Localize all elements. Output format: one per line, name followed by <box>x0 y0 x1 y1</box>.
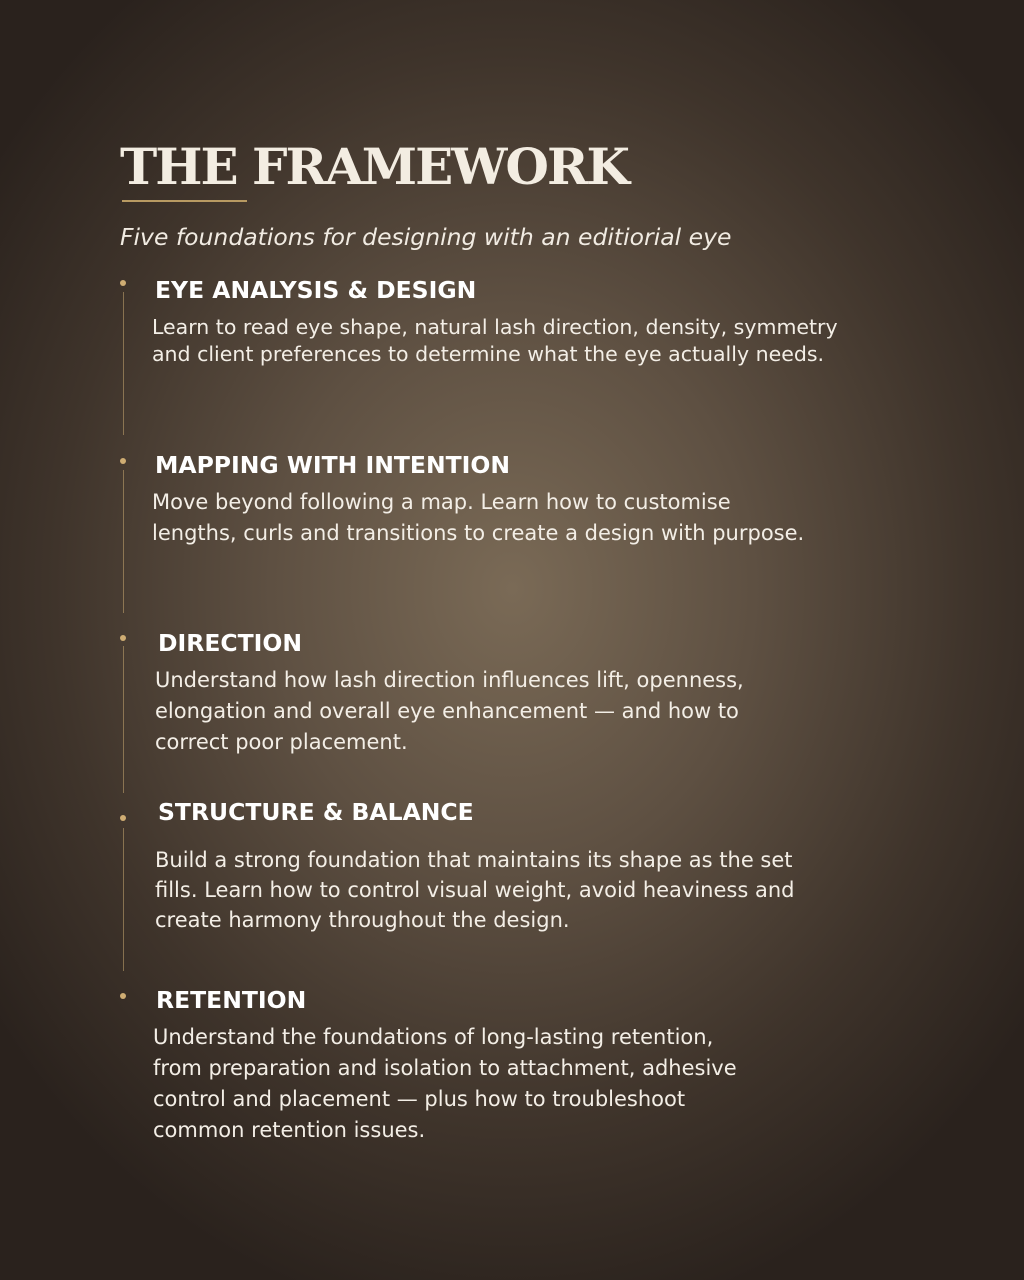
section-body-line: from preparation and isolation to attachment, adhesive <box>153 1056 737 1080</box>
bullet-dot-icon <box>120 635 126 641</box>
section-body-line: Understand the foundations of long-lasting retention, <box>153 1025 714 1049</box>
section-body-line: fills. Learn how to control visual weight, avoid heaviness and <box>155 878 795 902</box>
section-body <box>153 1022 737 1146</box>
section-body-line: lengths, curls and transitions to create a design with purpose. <box>152 521 805 545</box>
section-heading: STRUCTURE & BALANCE <box>158 798 474 826</box>
section-body-line: common retention issues. <box>153 1118 426 1142</box>
bullet-dot-icon <box>120 993 126 999</box>
section-body <box>152 487 804 549</box>
section-body <box>155 665 744 758</box>
section-heading: MAPPING WITH INTENTION <box>155 451 511 479</box>
page-title: THE FRAMEWORK <box>120 137 628 196</box>
bullet-dot-icon <box>120 458 126 464</box>
section-heading: DIRECTION <box>158 629 303 657</box>
title-underline <box>122 200 247 202</box>
bullet-dot-icon <box>120 280 126 286</box>
section-body <box>155 845 794 935</box>
section-body-line: and client preferences to determine what the eye actually needs. <box>152 342 825 366</box>
section-body-line: Move beyond following a map. Learn how to customise <box>152 490 731 514</box>
section-body-line: control and placement — plus how to troubleshoot <box>153 1087 686 1111</box>
timeline-connector <box>123 292 124 435</box>
section-body-line: elongation and overall eye enhancement — and how to <box>155 699 739 723</box>
section-body <box>152 314 838 368</box>
section-body-line: Learn to read eye shape, natural lash direction, density, symmetry <box>152 315 838 339</box>
timeline-connector <box>123 646 124 793</box>
section-heading: EYE ANALYSIS & DESIGN <box>155 276 477 304</box>
section-body-line: Build a strong foundation that maintains its shape as the set <box>155 848 793 872</box>
timeline-connector <box>123 470 124 613</box>
timeline-connector <box>123 828 124 971</box>
section-body-line: Understand how lash direction influences lift, openness, <box>155 668 744 692</box>
page-subtitle: Five foundations for designing with an editiorial eye <box>120 223 732 251</box>
bullet-dot-icon <box>120 815 126 821</box>
section-body-line: create harmony throughout the design. <box>155 908 570 932</box>
section-heading: RETENTION <box>156 986 307 1014</box>
section-body-line: correct poor placement. <box>155 730 408 754</box>
